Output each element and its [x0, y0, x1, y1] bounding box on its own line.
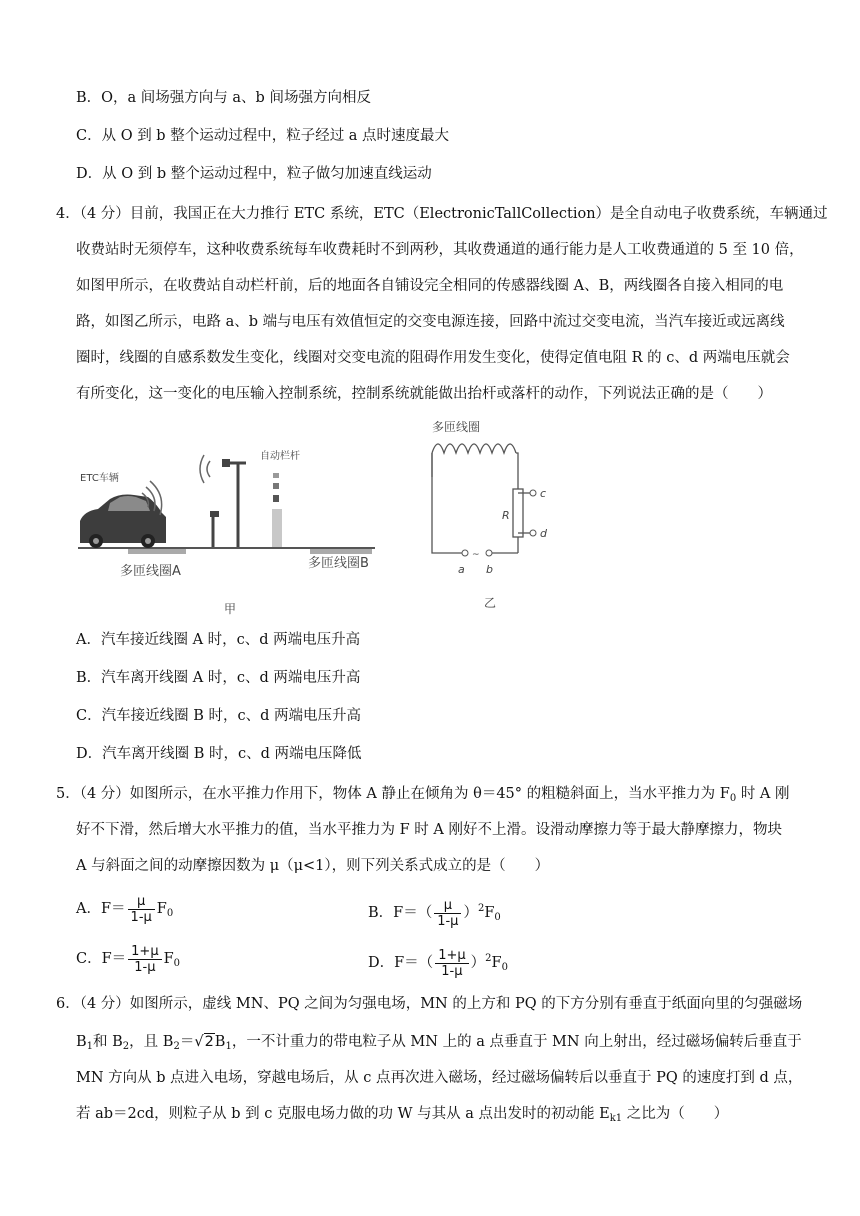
q5-line-3: A 与斜面之间的动摩擦因数为 μ（μ<1），则下列关系式成立的是（ ） [76, 858, 550, 874]
q4-line-3: 如图甲所示，在收费站自动栏杆前，后的地面各自铺设完全相同的传感器线圈 A、B，两线圈各自接入相同的电 [76, 278, 784, 294]
resistor-label: R [502, 509, 510, 522]
figure-yi [418, 415, 568, 615]
q4-option-d: D．汽车离开线圈 B 时，c、d 两端电压降低 [76, 746, 362, 762]
fraction: $\frac{\mu}{1-\mu}$ [434, 898, 461, 929]
q5-option-b: B．F＝（ $\frac{\mu}{1-\mu}$ ）$^2F_0$ [368, 897, 501, 929]
q6-line-4: 若 ab＝2cd，则粒子从 b 到 c 克服电场力做的功 W 与其从 a 点出发时的初动能 $E_{k1}$ 之比为（ ） [76, 1106, 729, 1124]
figure-yi-caption: 乙 [484, 596, 497, 610]
q6-line-3: MN 方向从 b 点进入电场，穿越电场后，从 c 点再次进入磁场，经过磁场偏转后以垂直于 PQ 的速度打到 d 点， [76, 1070, 803, 1086]
q5-option-a: A．F＝ $\frac{\mu}{1-\mu}$ $F_0$ [76, 893, 174, 925]
q4-line-6: 有所变化，这一变化的电压输入控制系统，控制系统就能做出抬杆或落杆的动作，下列说法正确的是（ ） [76, 386, 772, 402]
sqrt-symbol: √2 [194, 1034, 214, 1050]
terminal-c-label: c [540, 487, 547, 500]
q4-line-2: 收费站时无须停车，这种收费系统每车收费耗时不到两秒，其收费通道的通行能力是人工收费通道的 5 至 10 倍， [76, 242, 804, 258]
coil-a-label: 多匝线圈A [120, 564, 181, 579]
q4-option-c: C．汽车接近线圈 B 时，c、d 两端电压升高 [76, 708, 361, 724]
resistor-icon [513, 489, 523, 537]
fraction: $\frac{1+\mu}{1-\mu}$ [128, 944, 161, 975]
q4-option-a: A．汽车接近线圈 A 时，c、d 两端电压升高 [76, 632, 361, 648]
q6-line-1: 6．（4 分）如图所示，虚线 MN、PQ 之间为匀强电场，MN 的上方和 PQ 的下方分别有垂直于纸面向里的匀强磁场 [56, 996, 803, 1012]
figure-jia-caption: 甲 [224, 602, 237, 616]
car-icon [80, 495, 166, 549]
figure-jia [70, 425, 390, 625]
coil-b-label: 多匝线圈B [308, 556, 369, 571]
q5-option-d: D．F＝（ $\frac{1+\mu}{1-\mu}$ ）$^2F_0$ [368, 947, 508, 979]
q5-option-c: C．F＝ $\frac{1+\mu}{1-\mu}$ $F_0$ [76, 943, 181, 975]
gate-label: 自动栏杆 [260, 451, 300, 462]
q5-line-2: 好不下滑，然后增大水平推力的值，当水平推力为 F 时 A 刚好不上滑。设滑动摩擦力等于最大静摩擦力，物块 [76, 822, 782, 838]
q4-line-5: 圈时，线圈的自感系数发生变化，线圈对交变电流的阻碍作用发生变化，使得定值电阻 R 的 c、d 两端电压就会 [76, 350, 790, 366]
q4-line-4: 路，如图乙所示，电路 a、b 端与电压有效值恒定的交变电源连接，回路中流过交变电流，当汽车接近或远离线 [76, 314, 785, 330]
coil-label: 多匝线圈 [432, 420, 481, 434]
q4-option-b: B．汽车离开线圈 A 时，c、d 两端电压升高 [76, 670, 361, 686]
q5-line-1: 5．（4 分）如图所示，在水平推力作用下，物体 A 静止在倾角为 θ＝45° 的粗糙斜面上，当水平推力为 $F_0$ 时 A 刚 [56, 786, 790, 804]
terminal-b-label: b [486, 563, 493, 576]
q6-line-2: $B_1$和 $B_2$，且 $B_2=√2B_1$，一不计重力的带电粒子从 MN 上的 a 点垂直于 MN 向上射出，经过磁场偏转后垂直于 [76, 1034, 802, 1052]
q3-option-c: C．从 O 到 b 整个运动过程中，粒子经过 a 点时速度最大 [76, 128, 450, 144]
q3-option-b: B．O，a 间场强方向与 a、b 间场强方向相反 [76, 90, 371, 106]
q3-option-d: D．从 O 到 b 整个运动过程中，粒子做匀加速直线运动 [76, 166, 432, 182]
svg-text:~: ~ [472, 550, 480, 560]
fraction: $\frac{1+\mu}{1-\mu}$ [435, 948, 468, 979]
terminal-a-label: a [458, 563, 465, 576]
fraction: $\frac{\mu}{1-\mu}$ [128, 894, 155, 925]
q4-line-1: 4．（4 分）目前，我国正在大力推行 ETC 系统，ETC（ElectronicTallCollection）是全自动电子收费系统，车辆通过 [56, 206, 828, 222]
inductor-coil-icon [432, 444, 518, 553]
terminal-d-label: d [540, 527, 547, 540]
etc-car-label: ETC车辆 [80, 473, 119, 484]
